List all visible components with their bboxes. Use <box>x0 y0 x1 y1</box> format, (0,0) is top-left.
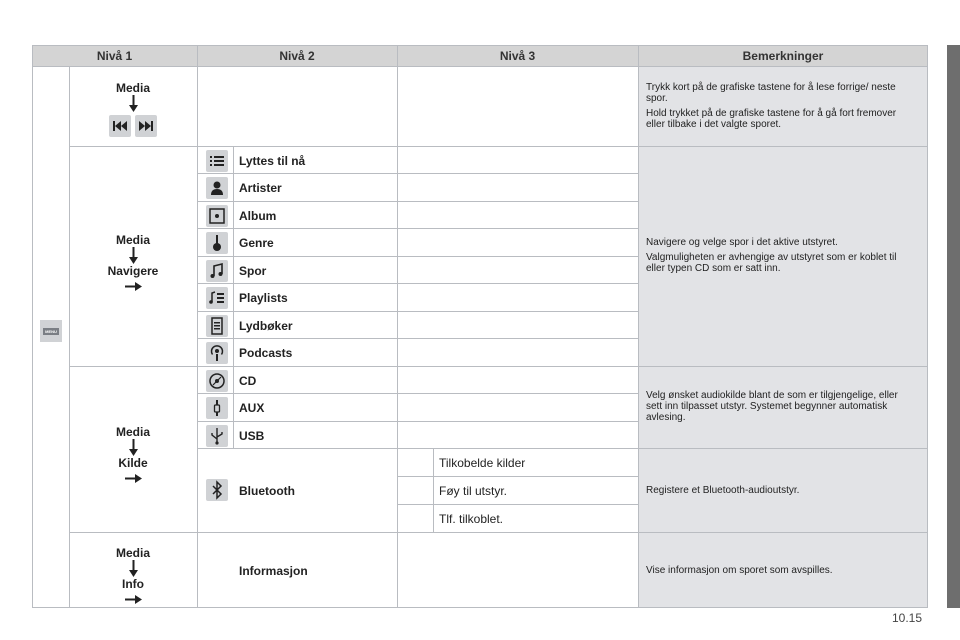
genre-guitar-icon <box>199 229 235 256</box>
usb-icon <box>199 422 235 449</box>
level3-phone-connected[interactable]: Tlf. tilkoblet. <box>439 511 504 526</box>
level1-info-label: Info <box>122 577 144 591</box>
arrow-right-icon <box>125 281 142 292</box>
podcast-icon <box>199 339 235 366</box>
menu-button-icon <box>40 320 62 342</box>
note-navigate-options: Valgmuligheten er avhengige av utstyret som er koblet til eller typen CD som er satt inn. <box>646 252 897 274</box>
level2-cd[interactable]: CD <box>239 373 257 388</box>
note-playback <box>646 82 916 134</box>
playlist-icon <box>199 284 235 311</box>
music-note-icon <box>199 257 235 284</box>
note-playback-hold: Hold trykket på de grafiske tastene for å gå fort fremover eller tilbake i det valgte sporet. <box>646 108 897 130</box>
note-navigate-select: Navigere og velge spor i det aktive utstyret. <box>646 237 838 248</box>
next-track-icon <box>135 115 157 137</box>
arrow-down-icon <box>128 560 139 577</box>
arrow-right-icon <box>125 473 142 484</box>
level1-media-playback <box>69 81 197 137</box>
level2-audiobooks[interactable]: Lydbøker <box>239 318 293 333</box>
header-level1: Nivå 1 <box>32 45 197 66</box>
aux-jack-icon <box>199 394 235 421</box>
note-info-text: Vise informasjon om sporet som avspilles. <box>646 565 833 576</box>
note-bluetooth <box>646 485 916 500</box>
page-number: 10.15 <box>892 611 923 625</box>
level1-navigate-label: Navigere <box>107 264 159 278</box>
level2-genre[interactable]: Genre <box>239 235 274 250</box>
arrow-down-icon <box>128 95 139 112</box>
level2-information[interactable]: Informasjon <box>239 563 308 578</box>
level2-usb[interactable]: USB <box>239 428 265 443</box>
arrow-down-icon <box>128 247 139 264</box>
level2-bluetooth[interactable]: Bluetooth <box>239 483 295 498</box>
level1-media-label: Media <box>115 425 150 439</box>
bluetooth-icon <box>199 476 235 503</box>
note-playback-short: Trykk kort på de grafiske tastene for å lese forrige/ neste spor. <box>646 82 896 104</box>
level2-now-playing[interactable]: Lyttes til nå <box>239 153 306 168</box>
level1-media-source <box>69 425 197 484</box>
level3-add-device[interactable]: Føy til utstyr. <box>439 483 508 498</box>
level1-media-label: Media <box>115 81 150 95</box>
level2-tracks[interactable]: Spor <box>239 263 267 278</box>
level1-media-info <box>69 546 197 605</box>
level2-podcasts[interactable]: Podcasts <box>239 345 293 360</box>
header-level2: Nivå 2 <box>197 45 397 66</box>
note-navigate <box>646 237 916 278</box>
chapter-sidebar <box>947 45 960 608</box>
level1-media-label: Media <box>115 546 150 560</box>
note-source <box>646 390 916 427</box>
level1-source-label: Kilde <box>118 456 148 470</box>
album-disc-icon <box>199 202 235 229</box>
level2-aux[interactable]: AUX <box>239 400 265 415</box>
level2-playlists[interactable]: Playlists <box>239 290 288 305</box>
cd-icon <box>199 367 235 394</box>
level2-artists[interactable]: Artister <box>239 180 282 195</box>
note-bluetooth-text: Registere et Bluetooth-audioutstyr. <box>646 485 800 496</box>
menu-table <box>32 45 928 608</box>
now-playing-list-icon <box>199 147 235 174</box>
audiobook-icon <box>199 312 235 339</box>
level3-connected-sources[interactable]: Tilkobelde kilder <box>439 455 526 470</box>
level2-album[interactable]: Album <box>239 208 277 223</box>
level1-media-label: Media <box>115 233 150 247</box>
note-info <box>646 565 916 580</box>
menu-badge-label: MENU <box>45 328 57 334</box>
header-remarks: Bemerkninger <box>638 45 928 66</box>
arrow-right-icon <box>125 594 142 605</box>
header-level3: Nivå 3 <box>397 45 638 66</box>
artist-person-icon <box>199 174 235 201</box>
previous-track-icon <box>109 115 131 137</box>
arrow-down-icon <box>128 439 139 456</box>
note-source-text: Velg ønsket audiokilde blant de som er tilgjengelige, eller sett inn tilpasset utstyr. Systemet begynner automatisk avlesing. <box>646 390 898 423</box>
skip-buttons <box>109 115 157 137</box>
level1-media-navigate <box>69 233 197 292</box>
